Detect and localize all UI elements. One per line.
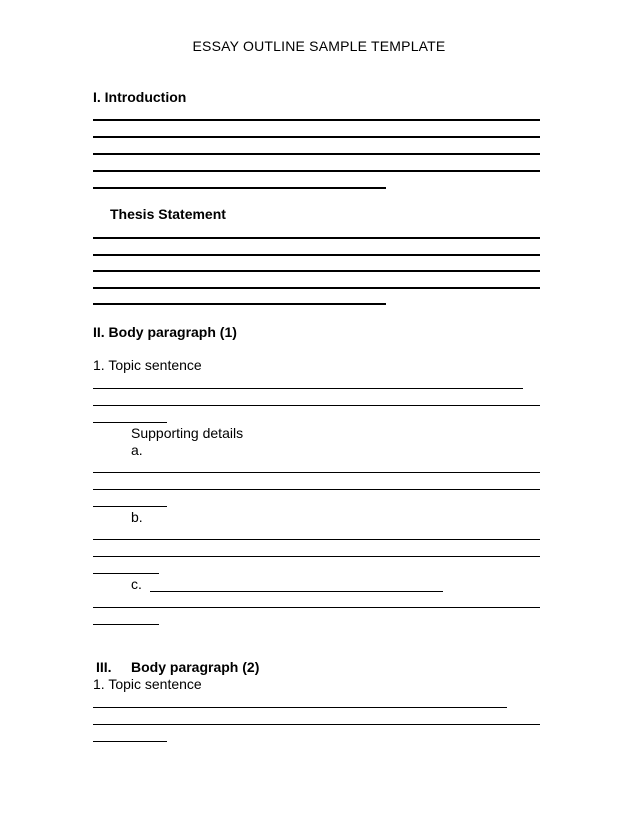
writing-line xyxy=(93,254,540,256)
writing-line xyxy=(93,707,507,708)
topic-sentence-label: 1. Topic sentence xyxy=(93,357,202,373)
writing-line xyxy=(93,187,386,189)
writing-line xyxy=(93,405,540,406)
writing-line xyxy=(93,607,540,608)
item-b-label: b. xyxy=(131,509,143,525)
writing-line xyxy=(93,136,540,138)
writing-line xyxy=(93,472,540,473)
page-title: ESSAY OUTLINE SAMPLE TEMPLATE xyxy=(192,38,446,54)
item-c-label: c. xyxy=(131,576,142,592)
body-paragraph-1-heading: II. Body paragraph (1) xyxy=(93,324,237,340)
writing-line xyxy=(93,388,523,389)
writing-line xyxy=(93,170,540,172)
writing-line xyxy=(93,741,167,742)
writing-line xyxy=(93,556,540,557)
writing-line xyxy=(93,422,167,423)
writing-line xyxy=(93,153,540,155)
writing-line xyxy=(93,237,540,239)
writing-line xyxy=(93,624,159,625)
writing-line xyxy=(93,573,159,574)
writing-line xyxy=(93,506,167,507)
writing-line xyxy=(93,489,540,490)
thesis-statement-heading: Thesis Statement xyxy=(110,206,226,222)
body-paragraph-2-numeral: III. xyxy=(96,659,112,675)
writing-line xyxy=(93,539,540,540)
body-paragraph-2-heading: Body paragraph (2) xyxy=(131,659,260,675)
writing-line xyxy=(93,724,540,725)
writing-line xyxy=(93,119,540,121)
supporting-details-label: Supporting details xyxy=(131,425,244,441)
writing-line xyxy=(150,591,443,592)
writing-line xyxy=(93,303,386,305)
item-a-label: a. xyxy=(131,442,143,458)
writing-line xyxy=(93,287,540,289)
writing-line xyxy=(93,270,540,272)
introduction-heading: I. Introduction xyxy=(93,89,187,105)
topic-sentence-label: 1. Topic sentence xyxy=(93,676,202,692)
